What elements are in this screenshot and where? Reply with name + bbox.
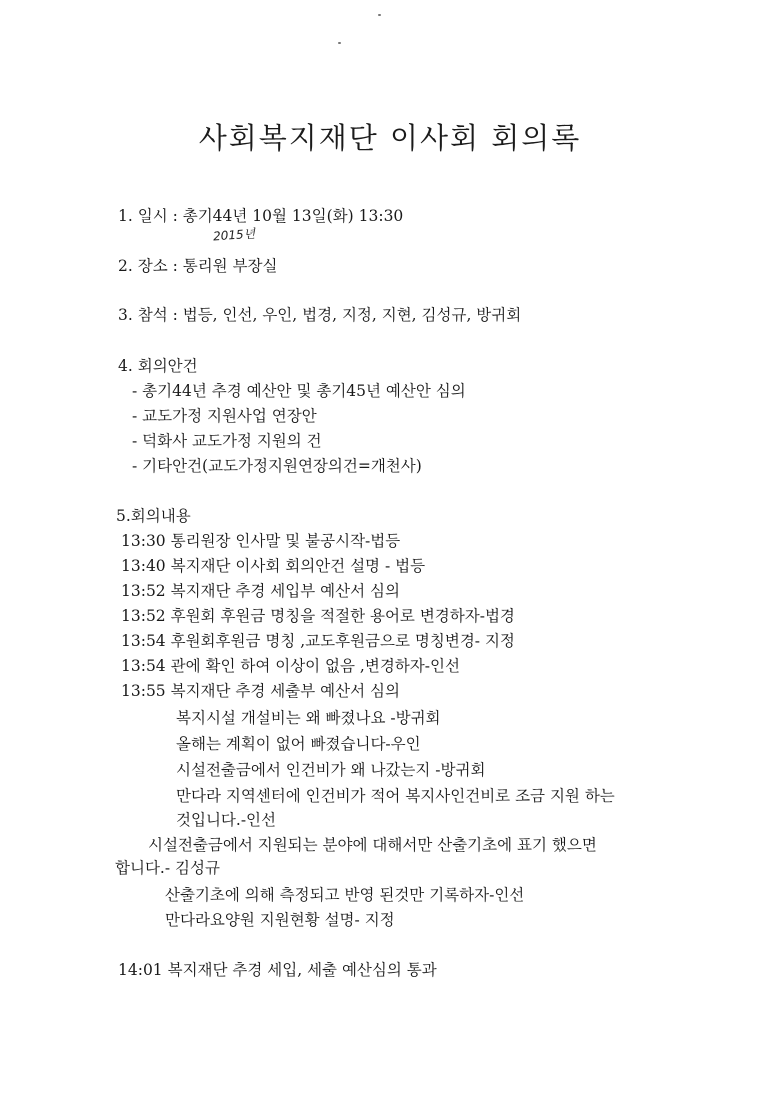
minutes-entry: 13:40 복지재단 이사회 회의안건 설명 - 법등 (121, 557, 426, 575)
discussion-line: 만다라 지역센터에 인건비가 적어 복지사인건비로 조금 지원 하는 (176, 787, 615, 805)
minutes-entry: 13:54 후원회후원금 명칭 ,교도후원금으로 명칭변경- 지정 (121, 632, 515, 650)
discussion-paragraph: 산출기초에 의해 측정되고 반영 된것만 기록하자-인선 (165, 886, 525, 904)
minutes-entry: 13:55 복지재단 추경 세출부 예산서 심의 (121, 682, 400, 700)
agenda-heading: 4. 회의안건 (118, 357, 198, 375)
discussion-paragraph: 시설전출금에서 지원되는 분야에 대해서만 산출기초에 표기 했으면 (148, 836, 597, 854)
content-heading: 5.회의내용 (116, 507, 191, 525)
agenda-item: - 교도가정 지원사업 연장안 (132, 407, 317, 425)
discussion-paragraph-continued: 합니다.- 김성규 (115, 859, 220, 877)
meeting-attendees: 3. 참석 : 법등, 인선, 우인, 법경, 지정, 지현, 김성규, 방귀회 (118, 306, 522, 324)
discussion-line: 시설전출금에서 인건비가 왜 나갔는지 -방귀회 (176, 761, 486, 779)
scan-speck (378, 14, 381, 16)
agenda-item: - 덕화사 교도가정 지원의 건 (132, 432, 322, 450)
minutes-entry: 13:52 복지재단 추경 세입부 예산서 심의 (121, 582, 400, 600)
discussion-line: 것입니다.-인선 (176, 811, 277, 829)
scan-speck (338, 42, 341, 44)
meeting-date: 1. 일시 : 총기44년 10월 13일(화) 13:30 (118, 207, 404, 225)
agenda-item: - 총기44년 추경 예산안 및 총기45년 예산안 심의 (132, 382, 466, 400)
minutes-entry: 13:30 통리원장 인사말 및 불공시작-법등 (121, 532, 401, 550)
agenda-item: - 기타안건(교도가정지원연장의건=개천사) (132, 457, 422, 475)
minutes-entry: 13:54 관에 확인 하여 이상이 없음 ,변경하자-인선 (121, 657, 460, 675)
discussion-line: 올해는 계획이 없어 빠졌습니다-우인 (176, 735, 421, 753)
discussion-line: 복지시설 개설비는 왜 빠졌나요 -방귀회 (176, 709, 441, 727)
minutes-entry: 13:52 후원회 후원금 명칭을 적절한 용어로 변경하자-법경 (121, 607, 515, 625)
discussion-paragraph: 만다라요양원 지원현황 설명- 지정 (165, 911, 395, 929)
meeting-place: 2. 장소 : 통리원 부장실 (118, 257, 278, 275)
closing-entry: 14:01 복지재단 추경 세입, 세출 예산심의 통과 (118, 961, 437, 979)
handwritten-year-note: 2015년 (212, 226, 256, 244)
document-title: 사회복지재단 이사회 회의록 (198, 121, 582, 155)
